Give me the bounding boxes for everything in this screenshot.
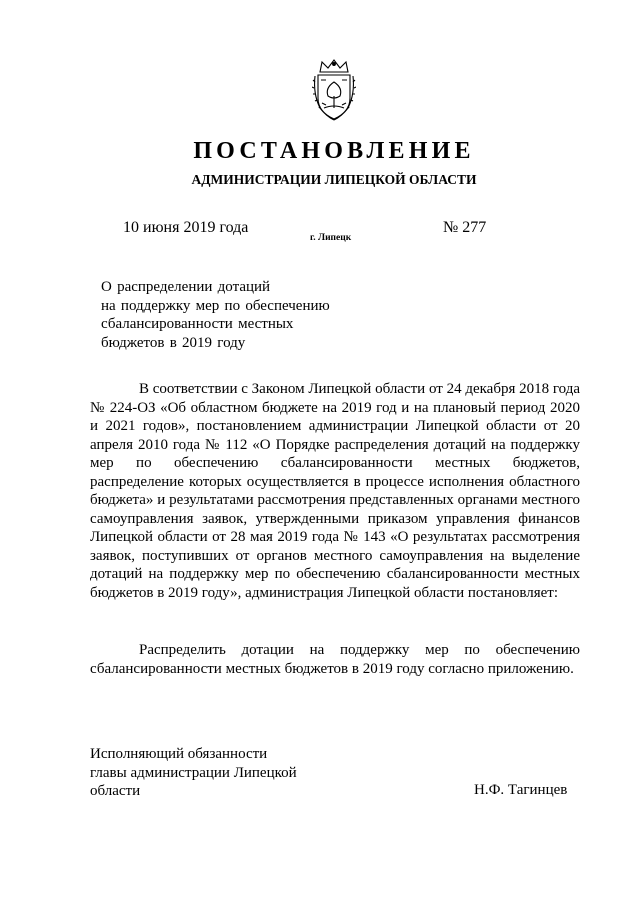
subject-line: на поддержку мер по обеспечению bbox=[101, 297, 330, 314]
subject-line: О распределении дотаций bbox=[101, 279, 271, 295]
signer-name: Н.Ф. Тагинцев bbox=[474, 782, 568, 798]
document-subject bbox=[101, 278, 401, 352]
document-issuer: АДМИНИСТРАЦИИ ЛИПЕЦКОЙ ОБЛАСТИ bbox=[191, 172, 477, 187]
signer-title-line: Исполняющий обязанности bbox=[90, 746, 268, 762]
body-paragraph: В соответствии с Законом Липецкой области от 24 декабря 2018 года № 224-ОЗ «Об областном бюджете на 2019 год и на плановый период 2020 и 2021 годов», постановлением администрации Липецкой области от 20 апреля 2010 года № 112 «О Порядке распределения дотаций на поддержку мер по обеспечению сбалансированности местных бюджетов, распределение которых осуществляется в процессе исполнения областного бюджета» и результатами рассмотрения представленных органами местного самоуправления заявок, утвержденными приказом управления финансов Липецкой области от 28 мая 2019 года № 143 «О результатах рассмотрения заявок, поступивших от органов местного самоуправления на выделение дотаций на поддержку мер по обеспечению сбалансированности местных бюджетов в 2019 году», администрация Липецкой области постановляет: bbox=[90, 381, 580, 602]
resolution-paragraph: Распределить дотации на поддержку мер по обеспечению сбалансированности местных бюджетов в 2019 году согласно приложению. bbox=[90, 642, 580, 677]
subject-line: бюджетов в 2019 году bbox=[101, 334, 246, 351]
signer-title bbox=[90, 745, 297, 801]
document-city: г. Липецк bbox=[310, 233, 352, 243]
signer-title-line: главы администрации Липецкой bbox=[90, 764, 297, 781]
subject-line: сбалансированности местных bbox=[101, 316, 294, 332]
lipetsk-coat-of-arms-icon bbox=[312, 58, 356, 122]
document-number: № 277 bbox=[443, 219, 487, 236]
document-title: ПОСТАНОВЛЕНИЕ bbox=[193, 138, 475, 164]
document-date: 10 июня 2019 года bbox=[123, 219, 249, 236]
signer-title-line: области bbox=[90, 783, 141, 799]
